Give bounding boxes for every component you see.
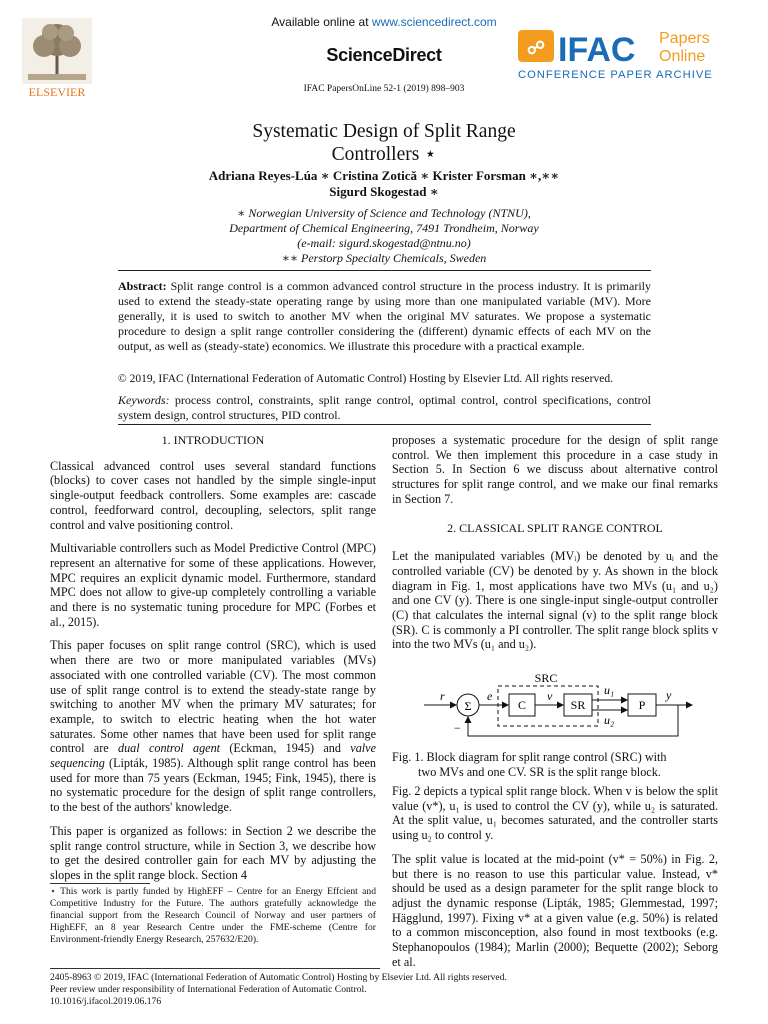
src-label: SRC (534, 671, 558, 685)
ifac-archive: CONFERENCE PAPER ARCHIVE (518, 69, 713, 81)
text-run: (Lipták, 1985). Although split range control has been used for more than 75 years (Eckman, 1945; Fink, 1945), there is no systematic procedure for the design of split range controllers, to the best of the authors' knowledge. (50, 756, 376, 815)
sciencedirect-link[interactable]: www.sciencedirect.com (371, 15, 497, 29)
signal-e: e (487, 689, 493, 703)
ifac-online: Online (659, 48, 706, 65)
footer-peer-review: Peer review under responsibility of International Federation of Automatic Control. (50, 984, 367, 996)
available-prefix: Available online at (271, 15, 372, 29)
ifac-wordmark: IFAC (558, 31, 636, 69)
footnote: ⋆ This work is partly funded by HighEFF – Centre for an Energy Effcient and Competitive Industry for the Future. The authors gratefully acknowledge the financial support from the Research Council of Norway and user partners of HighEFF, an 8 year Research Centre under the FME-scheme (Centre for Environment-friendly Energy Research, 257632/E20). (50, 886, 376, 945)
sum-symbol: Σ (464, 699, 472, 713)
signal-y: y (666, 688, 672, 702)
paragraph: Classical advanced control uses several standard functions (blocks) to cover cases not handled by the simple single-input single-output feedback controllers. Some examples are: cascade control, feedforward control, decoupling, selectors, split range control and valve positioning control. (50, 458, 376, 532)
paragraph (50, 638, 376, 814)
abstract-top-rule (118, 270, 651, 271)
left-column (50, 433, 376, 892)
emphasis: valve sequencing (50, 741, 376, 771)
caption-line: Fig. 1. Block diagram for split range control (SRC) with (392, 750, 667, 764)
signal-u1: u₁ (604, 683, 615, 697)
paragraph: Fig. 2 depicts a typical split range block. When v is below the split value (v*), u₁ is used to control the CV (y), while u₂ is saturated. At the split value, u₁ becomes saturated, and the controller starts using u₂ to control y. (392, 784, 718, 843)
authors (0, 168, 768, 200)
authors-line-2: Sigurd Skogestad ∗ (329, 184, 439, 199)
affiliation-line: Department of Chemical Engineering, 7491 Trondheim, Norway (229, 221, 539, 235)
paragraph: This paper is organized as follows: in Section 2 we describe the split range control structure, while in Section 3, we describe how to get the desired controller gain for each MV by adjusting the slopes in the split range block. Section 4 (50, 823, 376, 882)
section-heading-introduction: 1. INTRODUCTION (161, 433, 265, 447)
footer-copyright: 2405-8963 © 2019, IFAC (International Federation of Automatic Control) Hosting by Elsevier Ltd. All rights reserved. (50, 972, 507, 983)
ifac-papers: Papers (659, 30, 710, 47)
text-run: This paper focuses on split range control (SRC), which is used when there are two or more manipulated variables (MVs) associated with one controlled variable (CV). The most common use of split range control is to extend the steady-state range by switching to another MV when the primary MV saturates; for example, to switch to electric heating when the hot water saturates. Some other names that have been used for split range control are (50, 638, 376, 756)
right-column (392, 433, 718, 661)
paragraph: Multivariable controllers such as Model Predictive Control (MPC) represent an alternative for some of these applications. However, MPC requires an explicit dynamic model. Furthermore, standard MPC does not allow to give-up completely controlling a variable and there is no systematic tuning procedure for MPC (Forbes et al., 2015). (50, 541, 376, 629)
affiliations (0, 206, 768, 266)
emphasis: dual control agent (117, 741, 221, 756)
keywords (118, 393, 651, 423)
page-footer (50, 972, 730, 1009)
affiliation-line: (e-mail: sigurd.skogestad@ntnu.no) (297, 236, 471, 250)
sciencedirect-brand: ScienceDirect (326, 45, 442, 65)
affiliation-line: ∗∗ Perstorp Specialty Chemicals, Sweden (281, 251, 487, 265)
ifac-papersonline-logo (516, 26, 721, 82)
paragraph: Let the manipulated variables (MVᵢ) be denoted by uᵢ and the controlled variable (CV) be denoted by y. As shown in the block diagram in Fig. 1, most applications have two MVs (u₁ and u₂) and one CV (y). There is one single-input single-output controller (C) that calculates the internal signal (v) to the split range block (SR). C is commonly a PI controller. The split range block splits v into the two MVs (u₁ and u₂). (392, 549, 718, 652)
figure-1-block-diagram (420, 668, 700, 750)
right-column-lower (392, 784, 718, 978)
caption-line: two MVs and one CV. SR is the split range block. (418, 764, 661, 779)
affiliation-line: ∗ Norwegian University of Science and Technology (NTNU), (237, 206, 531, 220)
paragraph: proposes a systematic procedure for the design of split range control. We then implement this procedure in a case study in Section 5. In Section 6 we discuss about alternative control structures for split range control, and we make our final remarks in Section 7. (392, 433, 718, 506)
controller-label: C (517, 698, 527, 712)
title-line-1: Systematic Design of Split Range (252, 121, 516, 142)
abstract (118, 279, 651, 354)
footer-doi: 10.1016/j.ifacol.2019.06.176 (50, 996, 162, 1008)
authors-line-1: Adriana Reyes-Lúa ∗ Cristina Zotică ∗ Krister Forsman ∗,∗∗ (208, 168, 560, 183)
elsevier-wordmark: ELSEVIER (28, 85, 86, 99)
paper-title (0, 120, 768, 166)
keywords-text: process control, constraints, split range control, optimal control, control specifications, control system design, control structures, PID control. (118, 393, 651, 422)
abstract-bottom-rule (118, 424, 651, 425)
signal-r: r (440, 689, 445, 703)
section-heading-classical-src: 2. CLASSICAL SPLIT RANGE CONTROL (447, 520, 663, 535)
signal-u2: u₂ (604, 713, 615, 727)
text-run: (Eckman, 1945) and (220, 741, 351, 756)
footnote-rule (50, 883, 150, 884)
plant-label: P (638, 698, 646, 712)
paragraph: The split value is located at the mid-point (v* = 50%) in Fig. 2, but there is no reason to use this particular value. Instead, v* should be used as a design parameter for the split range block to adjust the dynamic response (Lipták, 1985; Glemmestad, 1997; Hägglund, 1997). Fixing v* at a given value (e.g. 50%) is related to a common misconception, also found in most textbooks (e.g. Stephanopoulos (1984); Marlin (2000); Bequette (2002); Seborg et al. (392, 851, 718, 969)
figure-1-caption (392, 750, 718, 779)
minus-sign: − (454, 721, 461, 735)
copyright-notice: © 2019, IFAC (International Federation of Automatic Control) Hosting by Elsevier Ltd. All rights reserved. (118, 373, 613, 385)
signal-v: v (547, 689, 553, 703)
keywords-label: Keywords: (118, 393, 170, 407)
split-range-label: SR (570, 698, 586, 712)
svg-text:☍: ☍ (526, 38, 546, 58)
abstract-label: Abstract: (118, 279, 167, 293)
abstract-text: Split range control is a common advanced control structure in the process industry. It is primarily used to extend the steady-state operating range by using more than one manipulated variable (MV). More generally, it is used to switch to another MV when the original MV saturates. We propose a systematic procedure to design a split range controller considering the (different) dynamic effects of each MV on the output, as well as (steady-state) economics. We illustrate this procedure with a practical example. (118, 279, 651, 353)
journal-reference: IFAC PapersOnLine 52-1 (2019) 898–903 (303, 84, 465, 94)
title-line-2: Controllers ⋆ (331, 144, 437, 165)
footer-rule (50, 968, 380, 969)
